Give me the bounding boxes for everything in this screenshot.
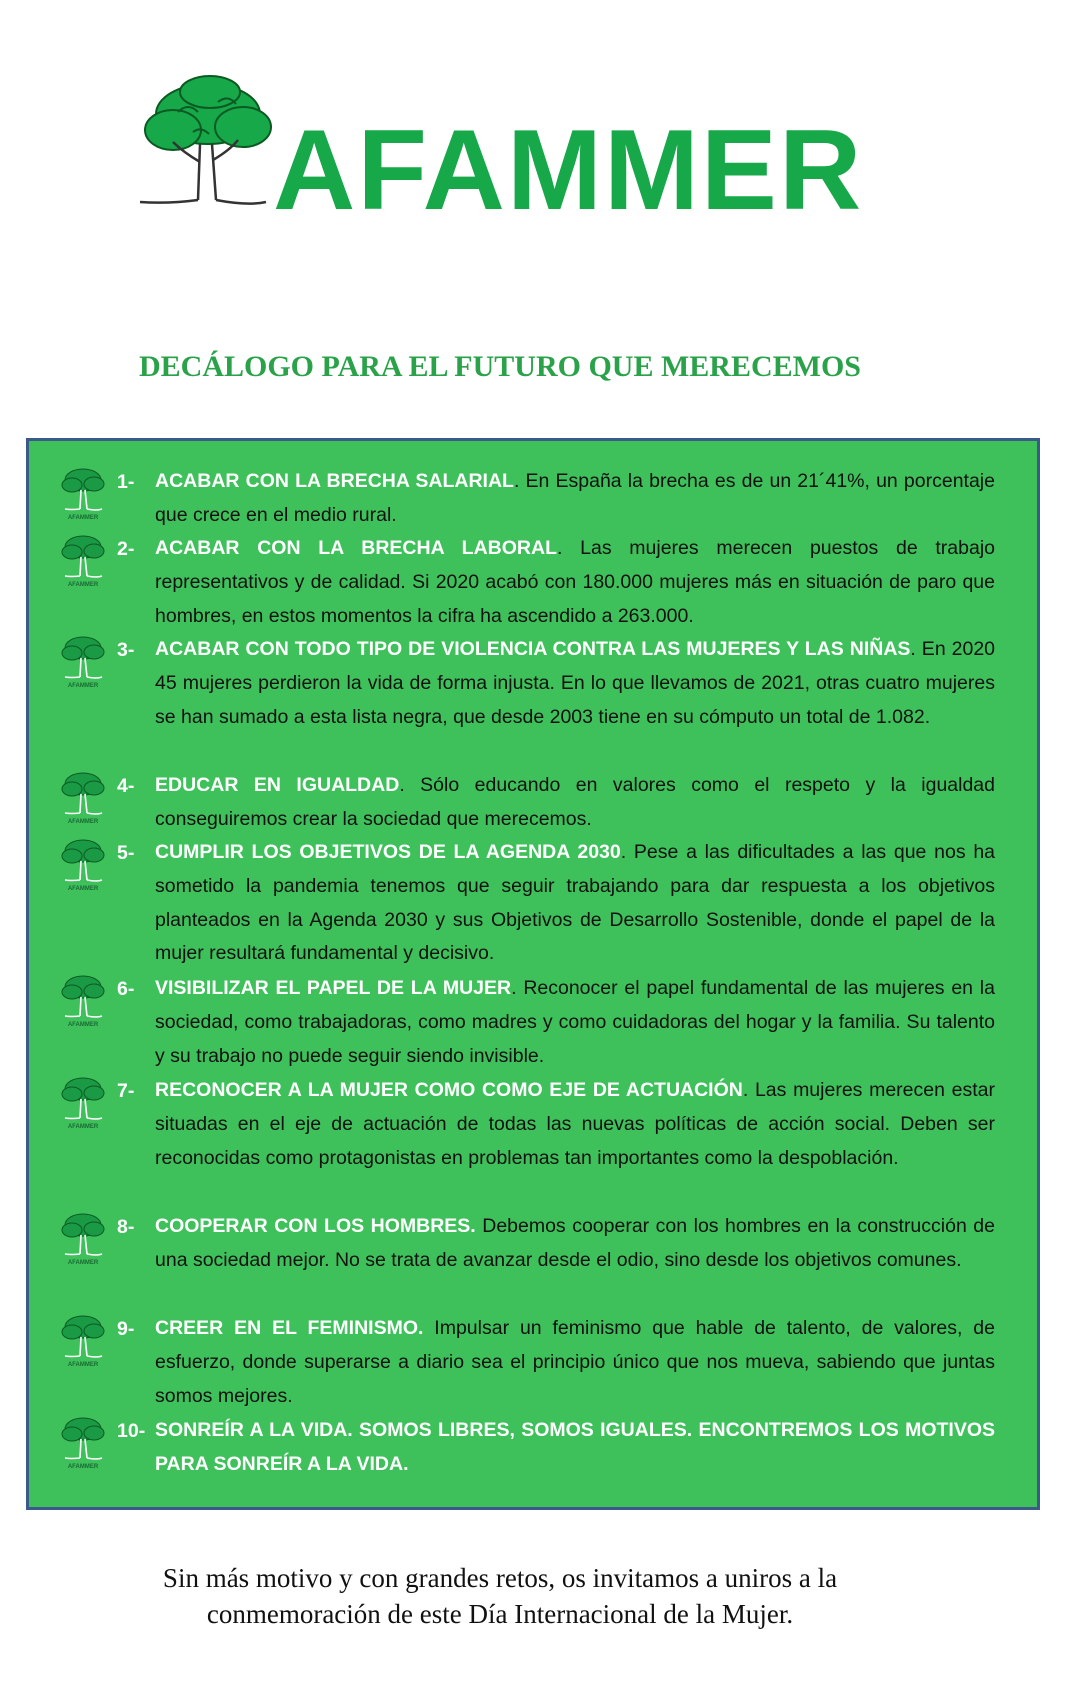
item-text xyxy=(155,1312,995,1413)
item-heading: COOPERAR CON LOS HOMBRES. xyxy=(155,1215,476,1237)
item-number: 7- xyxy=(117,1080,135,1102)
item-body: . Las mujeres merecen estar situadas en el eje de actuación de todas las nuevas políticas de acción social. Deben ser reconocidas como protagonistas en problemas tan importantes como la despoblación. xyxy=(155,1079,995,1169)
tree-logo-icon xyxy=(59,1210,107,1266)
afammer-logo xyxy=(138,72,868,234)
tree-logo-icon xyxy=(59,465,107,521)
item-heading: VISIBILIZAR EL PAPEL DE LA MUJER xyxy=(155,977,512,999)
tree-logo-icon xyxy=(59,972,107,1028)
item-number: 1- xyxy=(117,471,135,493)
item-text xyxy=(155,532,995,633)
item-body: . En España la brecha es de un 21´41%, un porcentaje que crece en el medio rural. xyxy=(155,470,995,526)
closing-line-2: conmemoración de este Día Internacional de la Mujer. xyxy=(206,1599,794,1629)
item-body: . En 2020 45 mujeres perdieron la vida de forma injusta. En lo que llevamos de 2021, otras cuatro mujeres se han sumado a esta lista negra, que desde 2003 tiene en su cómputo un total de 1.082. xyxy=(155,638,996,728)
decalogue-panel xyxy=(26,438,1040,1510)
item-text xyxy=(155,465,995,533)
item-number: 9- xyxy=(117,1318,135,1340)
item-text xyxy=(155,633,995,734)
tree-logo-icon xyxy=(59,1074,107,1130)
tree-logo-icon xyxy=(138,72,278,212)
item-heading: ACABAR CON LA BRECHA SALARIAL xyxy=(155,470,514,492)
closing-message xyxy=(0,1560,1000,1632)
item-body: . Sólo educando en valores como el respeto y la igualdad conseguiremos crear la sociedad que merecemos. xyxy=(155,774,996,830)
tree-logo-icon xyxy=(59,532,107,588)
item-heading: CUMPLIR LOS OBJETIVOS DE LA AGENDA 2030 xyxy=(155,841,621,863)
item-number: 10- xyxy=(117,1420,146,1442)
item-text xyxy=(155,1074,995,1175)
item-heading: SONREÍR A LA VIDA. SOMOS LIBRES, SOMOS IGUALES. ENCONTREMOS LOS MOTIVOS PARA SONREÍR A LA VIDA. xyxy=(155,1419,995,1475)
item-heading: ACABAR CON TODO TIPO DE VIOLENCIA CONTRA LAS MUJERES Y LAS NIÑAS xyxy=(155,638,911,660)
item-number: 4- xyxy=(117,775,135,797)
item-text xyxy=(155,1210,995,1278)
item-text xyxy=(155,1414,995,1482)
item-body: . Reconocer el papel fundamental de las mujeres en la sociedad, como trabajadoras, como madres y como cuidadoras del hogar y la familia. Su talento y su trabajo no puede seguir siendo invisible. xyxy=(155,977,995,1067)
item-text xyxy=(155,972,995,1073)
tree-logo-icon xyxy=(59,1312,107,1368)
item-body: . Pese a las dificultades a las que nos ha sometido la pandemia tenemos que seguir trabajando para dar respuesta a los objetivos planteados en la Agenda 2030 y sus Objetivos de Desarrollo Sostenible, donde el papel de la mujer resultará fundamental y decisivo. xyxy=(155,841,996,965)
item-number: 8- xyxy=(117,1216,135,1238)
item-heading: ACABAR CON LA BRECHA LABORAL xyxy=(155,537,557,559)
tree-logo-icon xyxy=(59,769,107,825)
closing-line-1: Sin más motivo y con grandes retos, os invitamos a uniros a la xyxy=(162,1563,838,1593)
item-heading: EDUCAR EN IGUALDAD xyxy=(155,774,400,796)
tree-logo-icon xyxy=(59,1414,107,1470)
item-text xyxy=(155,836,995,971)
item-text xyxy=(155,769,995,837)
page-title: DECÁLOGO PARA EL FUTURO QUE MERECEMOS xyxy=(138,350,861,383)
item-body: . Las mujeres merecen puestos de trabajo representativos y de calidad. Si 2020 acabó con 180.000 mujeres más en situación de paro que hombres, en estos momentos la cifra ha ascendido a 263.000. xyxy=(155,537,996,627)
brand-name: AFAMMER xyxy=(273,107,864,234)
item-number: 2- xyxy=(117,538,135,560)
tree-logo-icon xyxy=(59,836,107,892)
item-heading: RECONOCER A LA MUJER COMO COMO EJE DE ACTUACIÓN xyxy=(155,1079,743,1101)
tree-logo-icon xyxy=(59,633,107,689)
item-number: 5- xyxy=(117,842,135,864)
item-number: 3- xyxy=(117,639,135,661)
item-body: Impulsar un feminismo que hable de talento, de valores, de esfuerzo, donde superarse a diario sea el principio único que nos mueva, sabiendo que juntas somos mejores. xyxy=(155,1317,995,1407)
item-body: Debemos cooperar con los hombres en la construcción de una sociedad mejor. No se trata de avanzar desde el odio, sino desde los objetivos comunes. xyxy=(155,1215,995,1271)
item-heading: CREER EN EL FEMINISMO. xyxy=(155,1317,424,1339)
item-number: 6- xyxy=(117,978,135,1000)
